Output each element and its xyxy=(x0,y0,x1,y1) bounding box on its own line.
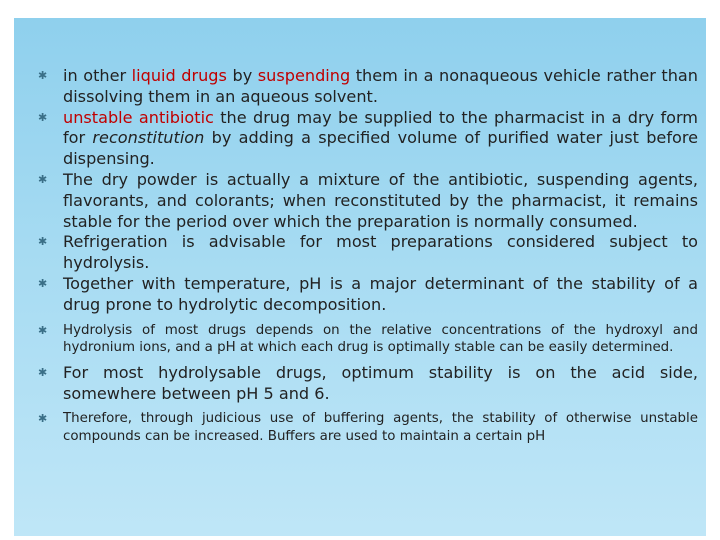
bullet-text: the drug may be supplied to the pharmacist in a dry form for xyxy=(63,107,698,148)
bullet-text: Refrigeration is advisable for most preparations considered subject to hydrolysis. xyxy=(63,232,698,273)
bullet-text: by adding a specified volume of purified water just before dispensing. xyxy=(63,128,698,169)
highlight-term: suspending xyxy=(257,66,351,85)
bullet-text: For most hydrolysable drugs, optimum stability is on the acid side, somewhere between pH 5 and 6. xyxy=(63,362,698,403)
bullet-text: by xyxy=(226,66,258,85)
highlight-term: liquid drugs xyxy=(131,66,227,85)
italic-term: reconstitution xyxy=(92,128,205,148)
list-item xyxy=(28,232,698,274)
asterisk-bullet-icon: ✱ xyxy=(38,172,48,186)
asterisk-bullet-icon: ✱ xyxy=(38,110,48,124)
list-item xyxy=(28,66,698,108)
highlight-term: unstable antibiotic xyxy=(63,107,214,127)
bullet-list xyxy=(28,66,698,446)
list-item xyxy=(28,274,698,316)
bullet-text: Together with temperature, pH is a major determinant of the stability of a drug prone to hydrolytic decomposition. xyxy=(63,273,698,314)
slide-background xyxy=(14,18,706,536)
asterisk-bullet-icon: ✱ xyxy=(38,412,48,426)
bullet-text: Therefore, through judicious use of buffering agents, the stability of otherwise unstable compounds can be increased. Buffers are used to maintain a certain pH xyxy=(63,411,698,444)
list-item xyxy=(28,322,698,357)
bullet-text: The dry powder is actually a mixture of the antibiotic, suspending agents, flavorants, and colorants; when reconstituted by the pharmacist, it remains stable for the period over which the preparation is normally consumed. xyxy=(63,169,698,231)
list-item xyxy=(28,108,698,170)
asterisk-bullet-icon: ✱ xyxy=(38,235,48,249)
list-item xyxy=(28,363,698,405)
asterisk-bullet-icon: ✱ xyxy=(38,323,48,337)
bullet-text: them in a nonaqueous vehicle rather than dissolving them in an aqueous solvent. xyxy=(63,66,698,106)
bullet-text: Hydrolysis of most drugs depends on the relative concentrations of the hydroxyl and hydronium ions, and a pH at which each drug is optimally stable can be easily determined. xyxy=(63,322,698,356)
asterisk-bullet-icon: ✱ xyxy=(38,276,48,290)
list-item xyxy=(28,410,698,445)
bullet-text: in other xyxy=(63,66,132,85)
asterisk-bullet-icon: ✱ xyxy=(38,365,48,379)
list-item xyxy=(28,170,698,232)
asterisk-bullet-icon: ✱ xyxy=(38,69,48,82)
